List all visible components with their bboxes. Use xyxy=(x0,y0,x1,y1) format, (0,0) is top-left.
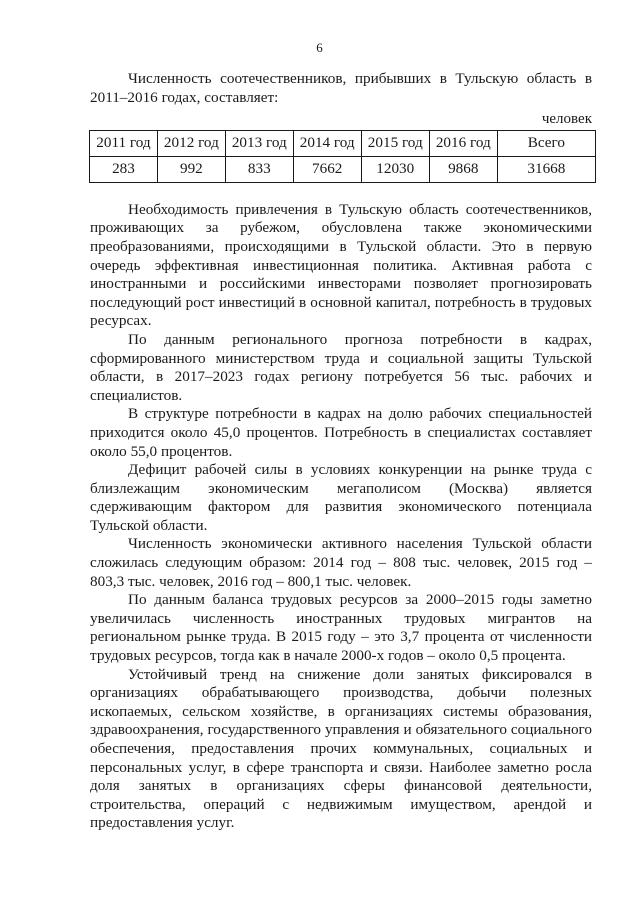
intro-paragraph: Численность соотечественников, прибывших в Тульскую область в 2011–2016 годах, составляет: xyxy=(90,70,592,106)
header-cell: 2016 год xyxy=(429,130,497,156)
table-row xyxy=(90,156,596,182)
header-cell: 2011 год xyxy=(90,130,158,156)
page-content xyxy=(90,70,592,833)
table-cell: 12030 xyxy=(361,156,429,182)
body-paragraph: Устойчивый тренд на снижение доли занятых фиксировался в организациях обрабатывающего производства, добычи полезных ископаемых, сельском хозяйстве, в организациях системы образования, здравоохранения, государственного управления и обязательного социального обеспечения, предоставления прочих коммунальных, социальных и персональных услуг, в сфере транспорта и связи. Наиболее заметно росла доля занятых в организациях сферы финансовой деятельности, строительства, операций с недвижимым имуществом, арендой и предоставления услуг. xyxy=(90,665,592,832)
header-cell-total: Всего xyxy=(497,130,595,156)
table-cell-total: 31668 xyxy=(497,156,595,182)
page-number: 6 xyxy=(316,40,323,55)
table-cell: 7662 xyxy=(293,156,361,182)
body-paragraph: Численность экономически активного населения Тульской области сложилась следующим образом: 2014 год – 808 тыс. человек, 2015 год – 803,3 тыс. человек, 2016 год – 800,1 тыс. человек. xyxy=(90,535,592,590)
table-cell: 833 xyxy=(225,156,293,182)
header-cell: 2012 год xyxy=(157,130,225,156)
header-cell: 2015 год xyxy=(361,130,429,156)
table-header-row xyxy=(90,130,596,156)
header-cell: 2013 год xyxy=(225,130,293,156)
body-paragraph: В структуре потребности в кадрах на долю рабочих специальностей приходится около 45,0 процентов. Потребность в специалистах составляет около 55,0 процентов. xyxy=(90,405,592,460)
body-paragraph: Необходимость привлечения в Тульскую область соотечественников, проживающих за рубежом, обусловлена также экономическими преобразованиями, происходящими в Тульской области. Это в первую очередь эффективная инвестиционная политика. Активная работа с иностранными и российскими инвесторами позволяет прогнозировать последующий рост инвестиций в основной капитал, потребность в трудовых ресурсах. xyxy=(90,200,592,330)
table-cell: 992 xyxy=(157,156,225,182)
table-cell: 283 xyxy=(90,156,158,182)
table-cell: 9868 xyxy=(429,156,497,182)
compatriots-table xyxy=(89,130,596,183)
header-cell: 2014 год xyxy=(293,130,361,156)
body-paragraph: По данным регионального прогноза потребности в кадрах, сформированного министерством труда и социальной защиты Тульской области, в 2017–2023 годах региону потребуется 56 тыс. рабочих и специалистов. xyxy=(90,330,592,404)
body-paragraph: Дефицит рабочей силы в условиях конкуренции на рынке труда с близлежащим экономическим мегаполисом (Москва) является сдерживающим фактором для развития экономического потенциала Тульской области. xyxy=(90,461,592,534)
table-unit-label: человек xyxy=(541,111,592,128)
body-paragraph: По данным баланса трудовых ресурсов за 2000–2015 годы заметно увеличилась численность иностранных трудовых мигрантов на региональном рынке труда. В 2015 году – это 3,7 процента от численности трудовых ресурсов, тогда как в начале 2000-х годов – около 0,5 процента. xyxy=(90,591,592,665)
